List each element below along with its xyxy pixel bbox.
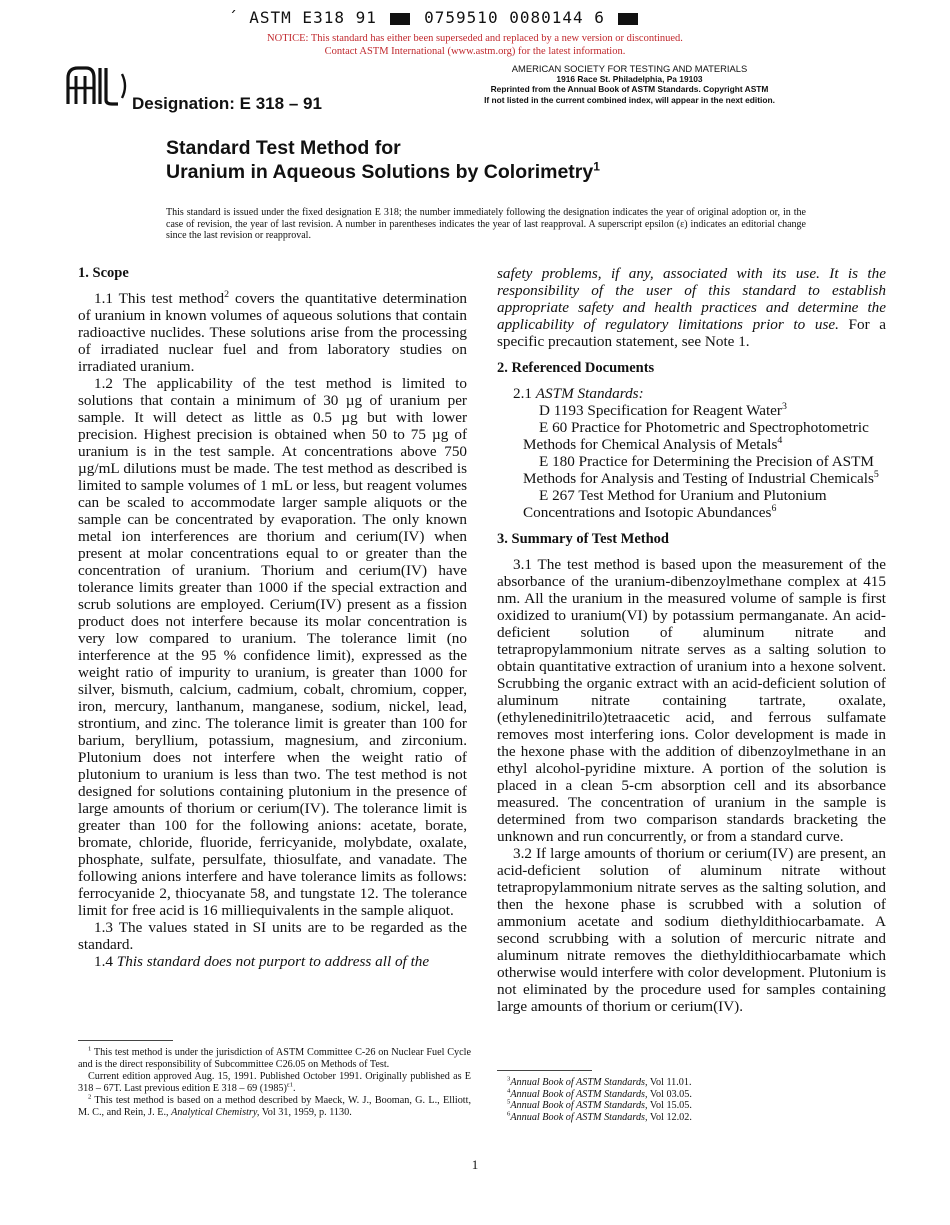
paragraph-1-2: 1.2 The applicability of the test method is limited to solutions that contain a minimum of 30 µg of uranium per sample. It will detect as little as 0.5 µg but with lower precision. Highest precision is obtained when 50 to 75 µg of uranium is in the test sample. At concentrations above 750 µg/mL dilutions must be made. The test method as described is limited to sample volumes of 1 mL or less, but reagent volumes can be scaled to accommodate larger sample aliquots or the sample can be concentrated by evaporation. The only known metal ion interferences are thorium and cerium(IV) when present at molar concentrations equal to or greater than the concentration of uranium. Thorium and cerium(IV) have tolerance limits greater than 1000 if the special extraction and scrub solutions are employed. Cerium(IV) present as a fission product does not interfere because its molar concentration is very low compared to uranium. The tolerance limit (no interference at the 95 % confidence limit), expressed as the weight ratio of impurity to uranium, is greater than 1000 for silver, bismuth, calcium, cadmium, cobalt, chromium, copper, iron, mercury, lanthanum, manganese, sodium, nickel, lead, strontium, and zinc. The tolerance limit is greater than 100 for barium, beryllium, potassium, magnesium, and zirconium. Plutonium does not interfere when the weight ratio of plutonium to uranium is less than two. The test method is not designed for solutions containing plutonium in the presence of large amounts of thorium or cerium(IV). The tolerance limit is greater than 100 for the following anions: acetate, borate, bromate, chloride, fluoride, ferricyanide, molybdate, oxalate, phosphate, sulfate, persulfate, thiosulfate, and vanadate. The following anions interfere and have tolerance limits as follows: ferrocyanide 2, thiocyanate 58, and tungstate 12. The tolerance limit for free acid is 16 milliequivalents in the sample aliquot. (78, 375, 467, 919)
notice-line-1: NOTICE: This standard has either been superseded and replaced by a new version or discontinued. (267, 33, 683, 44)
footnote-3: $^3$Annual Book of ASTM Standards, Vol 11.01. (507, 1075, 692, 1088)
paragraph-1-1: 1.1 This test method$^2$ covers the quantitative determination of uranium in known volumes of aqueous solutions that contain radioactive nuclides. These solutions arise from the processing of irradiated nuclear fuel and from laboratory studies on irradiated uranium. (78, 288, 468, 375)
astm-logo-icon (64, 64, 128, 113)
designation-label: Designation: E 318 – 91 (132, 94, 322, 113)
page-number: 1 (471, 1157, 479, 1172)
barcode-block-1 (390, 13, 410, 25)
summary-heading: 3. Summary of Test Method (497, 531, 669, 547)
paragraph-1-4-start: 1.4 This standard does not purport to address all of the (94, 953, 430, 970)
left-footnotes (78, 1040, 471, 1119)
ref-item: E 180 Practice for Determining the Precision of ASTM Methods for Analysis and Testing of Industrial Chemicals$^5$ (523, 453, 879, 487)
referenced-documents-heading: 2. Referenced Documents (497, 360, 655, 376)
ref-intro: 2.1 ASTM Standards: (513, 385, 644, 402)
barcode-block-2 (618, 13, 638, 25)
publisher-name: AMERICAN SOCIETY FOR TESTING AND MATERIALS (511, 63, 748, 74)
notice-line-2: Contact ASTM International (www.astm.org) for the latest information. (324, 45, 626, 57)
supersede-notice (0, 33, 950, 58)
publisher-reprint: Reprinted from the Annual Book of ASTM Standards. Copyright ASTM (490, 84, 769, 95)
title-line-1: Standard Test Method for (166, 137, 401, 159)
publisher-address: 1916 Race St. Philadelphia, Pa 19103 (556, 74, 703, 85)
scope-heading: 1. Scope (78, 265, 129, 281)
document-title (166, 136, 600, 184)
publisher-block (472, 64, 787, 105)
publisher-index-note: If not listed in the current combined index, will appear in the next edition. (484, 94, 775, 105)
document-barcode-line (228, 8, 642, 27)
footnote-6: $^6$Annual Book of ASTM Standards, Vol 12.02. (507, 1110, 692, 1123)
right-column (497, 265, 886, 1015)
right-footnotes (497, 1070, 817, 1123)
ref-item: D 1193 Specification for Reagent Water$^3$ (539, 400, 787, 419)
paragraph-3-1: 3.1 The test method is based upon the measurement of the absorbance of the uranium-dibenzoylmethane complex at 415 nm. All the uranium in the measured volume of sample is first oxidized to uranium(VI) by potassium permanganate. An acid-deficient solution of aluminum nitrate and tetrapropylammonium nitrate serves as a salting solution to obtain quantitative extraction of uranium into a hexone solvent. Scrubbing the organic extract with an acid-deficient solution of aluminum nitrate containing tartrate, oxalate, (ethylenedinitrilo)tetraacetic acid, and ferrous sulfamate removes most interfering ions. Color development is made in the hexone phase with the addition of dibenzoylmethane in an ethyl alcohol-pyridine mixture. A portion of the solution is placed in a clean 5-cm absorption cell and its absorbance measured. The concentration of uranium in the sample is determined from two comparison standards bracketing the unknown and run concurrently, or from a standard curve. (497, 556, 886, 845)
paragraph-1-3: 1.3 The values stated in SI units are to be regarded as the standard. (78, 919, 467, 953)
footnote-2: $^2$ This test method is based on a method described by Maeck, W. J., Booman, G. L., Elliott, M. C., and Rein, J. E., Analytical Chemistry, Vol 31, 1959, p. 1130. (78, 1093, 471, 1118)
barcode-text-a: ´ ASTM E318 91 (228, 8, 377, 27)
title-line-2: Uranium in Aqueous Solutions by Colorimetry$^1$ (166, 159, 600, 183)
paragraph-3-2: 3.2 If large amounts of thorium or cerium(IV) are present, an acid-deficient solution of aluminum nitrate without tetrapropylammonium nitrate serves as the salting solution, and then the hexone phase is scrubbed with a solution of ammonium acetate and sodium diethyldithiocarbamate. A second scrubbing with a solution of mercuric nitrate and aluminum nitrate removes the diethyldithiocarbamate which otherwise would interfere with color development. Plutonium is not eliminated by the procedure used for samples containing large amounts of thorium or cerium(IV). (497, 845, 886, 1015)
ref-item: E 60 Practice for Photometric and Spectrophotometric Methods for Chemical Analysis of Metals$^4$ (523, 419, 869, 453)
footnote-rule (78, 1040, 173, 1041)
ref-item: E 267 Test Method for Uranium and Plutonium Concentrations and Isotopic Abundances$^6$ (523, 487, 827, 521)
paragraph-1-4-cont: safety problems, if any, associated with its use. It is the responsibility of the user of this standard to establish appropriate safety and health practices and determine the applicability of regulatory limitations prior to use. For a specific precaution statement, see Note 1. (497, 265, 886, 350)
barcode-text-b: 0759510 0080144 6 (424, 8, 605, 27)
title-footnote-mark: 1 (593, 159, 600, 174)
footnote-4: $^4$Annual Book of ASTM Standards, Vol 03.05. (507, 1087, 692, 1100)
footnote-rule (497, 1070, 592, 1071)
footnote-5: $^5$Annual Book of ASTM Standards, Vol 15.05. (507, 1098, 692, 1111)
footnote-1b: Current edition approved Aug. 15, 1991. Published October 1991. Originally published as E 318 – 67T. Last previous edition E 318 – 69 $(1985)^{\varepsilon 1}$. (78, 1071, 471, 1094)
issued-note: This standard is issued under the fixed designation E 318; the number immediately following the designation indicates the year of original adoption or, in the case of revision, the year of last revision. A number in parentheses indicates the year of last reapproval. A superscript epsilon (ε) indicates an editorial change since the last revision or reapproval. (166, 207, 806, 241)
footnote-1: $^1$ This test method is under the jurisdiction of ASTM Committee C-26 on Nuclear Fuel Cycle and is the direct responsibility of Subcommittee C26.05 on Methods of Test. (78, 1045, 471, 1070)
left-column (78, 265, 467, 970)
